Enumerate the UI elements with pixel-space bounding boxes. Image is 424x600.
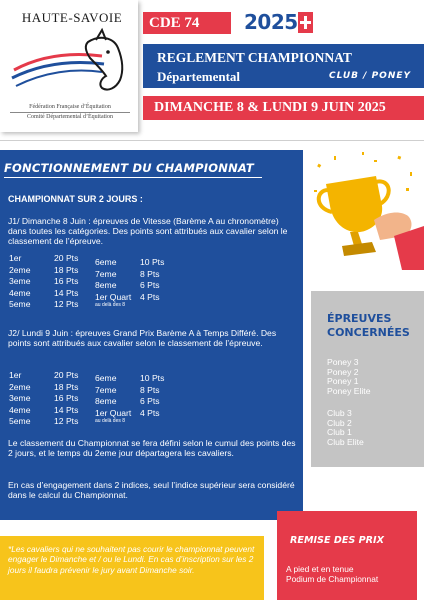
day1-description: J1/ Dimanche 8 Juin : épreuves de Vitesse (Barème A au chronomètre) dans toutes les catégories. Des points sont attribués aux cavalier selon le classement de l’épreuve. [8,216,288,246]
points-table-day2-right [95,373,164,428]
title-banner [143,44,424,88]
year-label: 2025 [244,10,298,34]
club-list [327,409,364,447]
beyond-note: au delà des 8 [95,302,126,308]
ffe-logo [0,0,138,132]
epreuves-panel [311,291,424,467]
horse-head-icon [10,26,130,102]
remise-panel [277,511,417,600]
points-row: 3eme 16 Pts [9,393,79,403]
points-table-day1-right [95,257,164,312]
classement-text: Le classement du Championnat se fera défini selon le cumul des points des 2 jours, et le temps du 2eme jour départagera les cavaliers. [8,438,296,458]
logo-comite: Comité Départemental d’Équitation [27,114,113,120]
points-row: 3eme 16 Pts [9,276,79,286]
cde-badge: CDE 74 [143,12,231,34]
points-table-day1-left [9,253,78,311]
points-row: 1er Quart 4 Pts [95,291,160,302]
logo-divider [10,112,130,113]
list-item: Poney 3 [327,357,359,367]
points-row: 6eme 10 Pts [95,257,165,267]
event-date: DIMANCHE 8 & LUNDI 9 JUIN 2025 [143,96,424,120]
points-row: 7eme 8 Pts [95,268,160,279]
page-subtitle: Départemental [157,69,241,84]
points-row: 8eme 6 Pts [95,396,160,406]
trophy-icon [310,150,424,270]
main-panel [0,150,303,520]
list-item: Club Elite [327,436,364,447]
points-row: 5eme 12 Pts [9,416,79,426]
logo-title: HAUTE-SAVOIE [21,10,123,25]
points-row: 1er Quart 4 Pts [95,407,160,418]
beyond-note: au delà des 8 [95,418,126,424]
day2-description: J2/ Lundi 9 Juin : épreuves Grand Prix Barème A à Temps Différé. Des points sont attribués aux cavalier selon le classement de l’épreuve. [8,328,277,348]
points-row: 1er 20 Pts [9,370,79,380]
remise-text: A pied et en tenue Podium de Championnat [286,564,379,584]
list-item: Poney 2 [327,366,359,377]
list-item: Poney 1 [327,376,359,387]
poney-list [327,358,370,396]
points-row: 8eme 6 Pts [95,280,160,290]
category-tag: CLUB / PONEY [329,71,412,81]
epreuves-title: ÉPREUVES CONCERNÉES [327,312,410,339]
points-row: 7eme 8 Pts [95,384,160,395]
points-row: 4eme 14 Pts [9,287,79,298]
savoie-flag-icon [298,12,313,33]
list-item: Club 2 [327,417,352,428]
list-item: Club 3 [327,408,352,418]
points-row: 2eme 18 Pts [9,381,79,392]
points-table-day2-left [9,370,78,428]
remise-title: REMISE DES PRIX [290,535,385,546]
note-box [0,536,264,600]
engagement-text: En cas d’engagement dans 2 indices, seul l’indice supérieur sera considéré dans le calcul du Championnat. [8,480,295,500]
list-item: Club 1 [327,427,352,438]
points-row: 1er 20 Pts [9,253,79,263]
page-title: REGLEMENT CHAMPIONNAT [157,50,352,65]
note-text: *Les cavaliers qui ne souhaitent pas courir le championnat peuvent engager le Dimanche et / ou le Lundi. En cas d’inscription sur les 2 jours il faudra prévenir le jury avant Dimanche soir. [8,544,255,575]
section-subhead: CHAMPIONNAT SUR 2 JOURS : [8,194,143,204]
divider [0,140,424,141]
section-title-underline [4,177,262,178]
logo-federation: Fédération Française d’Équitation [29,104,111,110]
section-title: FONCTIONNEMENT DU CHAMPIONNAT [4,161,254,175]
list-item: Poney Elite [327,385,371,396]
points-row: 2eme 18 Pts [9,264,79,275]
points-row: 4eme 14 Pts [9,404,79,415]
points-row: 5eme 12 Pts [9,299,79,309]
points-row: 6eme 10 Pts [95,373,165,383]
